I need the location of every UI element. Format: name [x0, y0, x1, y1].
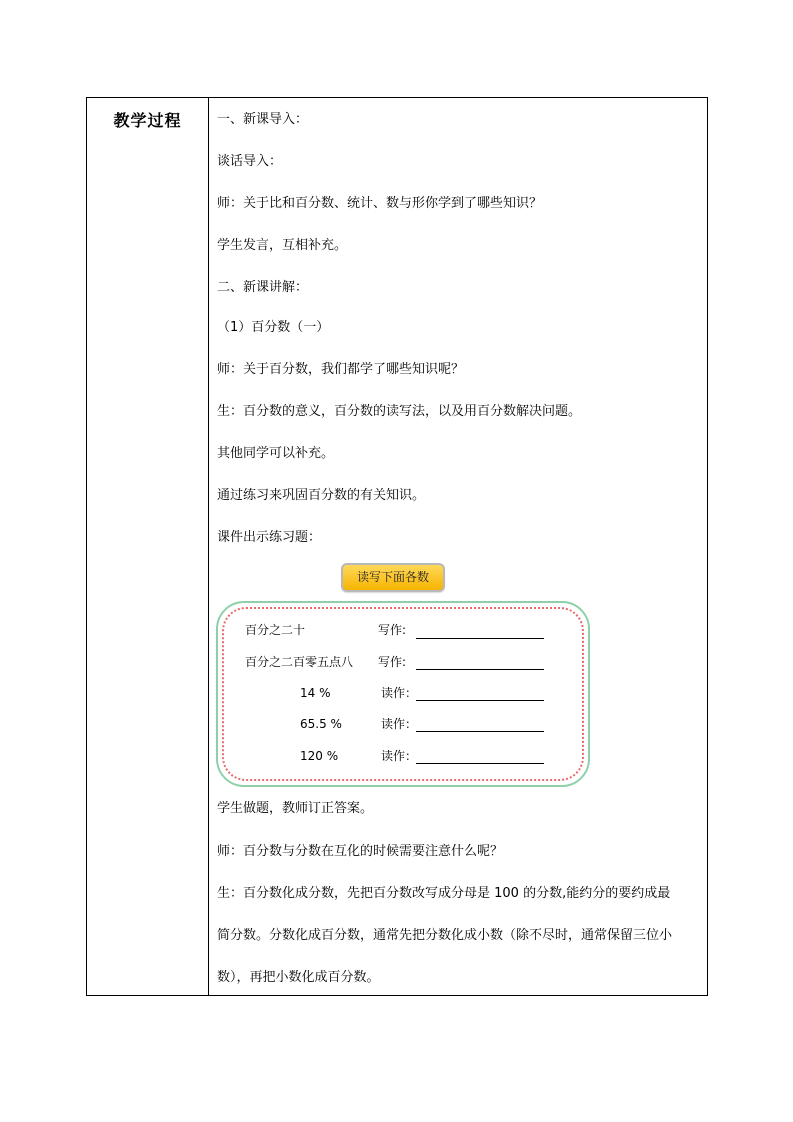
- exercise-box: [216, 601, 590, 787]
- exercise-action: 读作：: [381, 749, 418, 763]
- text-line: 谈话导入：: [217, 154, 283, 169]
- answer-blank: [416, 763, 544, 764]
- exercise-item: 百分之二十: [245, 623, 306, 637]
- text-line: 数），再把小数化成百分数。: [217, 970, 380, 985]
- text-line: 课件出示练习题：: [217, 530, 322, 545]
- exercise-item: 14 %: [300, 686, 331, 700]
- text-line: 其他同学可以补充。: [217, 446, 335, 461]
- exercise-action: 写作:: [378, 623, 407, 637]
- text-line: 二、新课讲解：: [217, 280, 309, 295]
- answer-blank: [416, 731, 544, 732]
- exercise-item: 120 %: [300, 749, 339, 763]
- text-line: （1）百分数（一）: [217, 320, 330, 335]
- exercise-action: 写作:: [378, 655, 407, 669]
- answer-blank: [416, 638, 544, 639]
- text-line: 师：关于比和百分数、统计、数与形你学到了哪些知识？: [217, 196, 543, 211]
- text-line: 师：关于百分数，我们都学了哪些知识呢？: [217, 362, 465, 377]
- answer-blank: [416, 669, 544, 670]
- exercise-item: 百分之二百零五点八: [245, 655, 354, 669]
- exercise-item: 65.5 %: [300, 717, 342, 731]
- text-line: 一、新课导入：: [217, 112, 309, 127]
- exercise-action: 读作：: [381, 717, 418, 731]
- text-line: 师：百分数与分数在互化的时候需要注意什么呢？: [217, 844, 504, 859]
- lesson-table: [86, 97, 708, 996]
- text-line: 生：百分数化成分数，先把百分数改写成分母是 100 的分数,能约分的要约成最: [217, 886, 671, 901]
- row-label: 教学过程: [113, 111, 182, 130]
- text-line: 通过练习来巩固百分数的有关知识。: [217, 488, 426, 503]
- answer-blank: [416, 700, 544, 701]
- text-line: 学生发言，互相补充。: [217, 238, 348, 253]
- column-divider: [208, 98, 209, 995]
- exercise-action: 读作：: [381, 686, 418, 700]
- exercise-title-button: 读写下面各数: [341, 563, 445, 592]
- text-line: 简分数。分数化成百分数，通常先把分数化成小数（除不尽时，通常保留三位小: [217, 928, 673, 943]
- text-line: 学生做题，教师订正答案。: [217, 801, 374, 816]
- text-line: 生：百分数的意义，百分数的读写法，以及用百分数解决问题。: [217, 404, 582, 419]
